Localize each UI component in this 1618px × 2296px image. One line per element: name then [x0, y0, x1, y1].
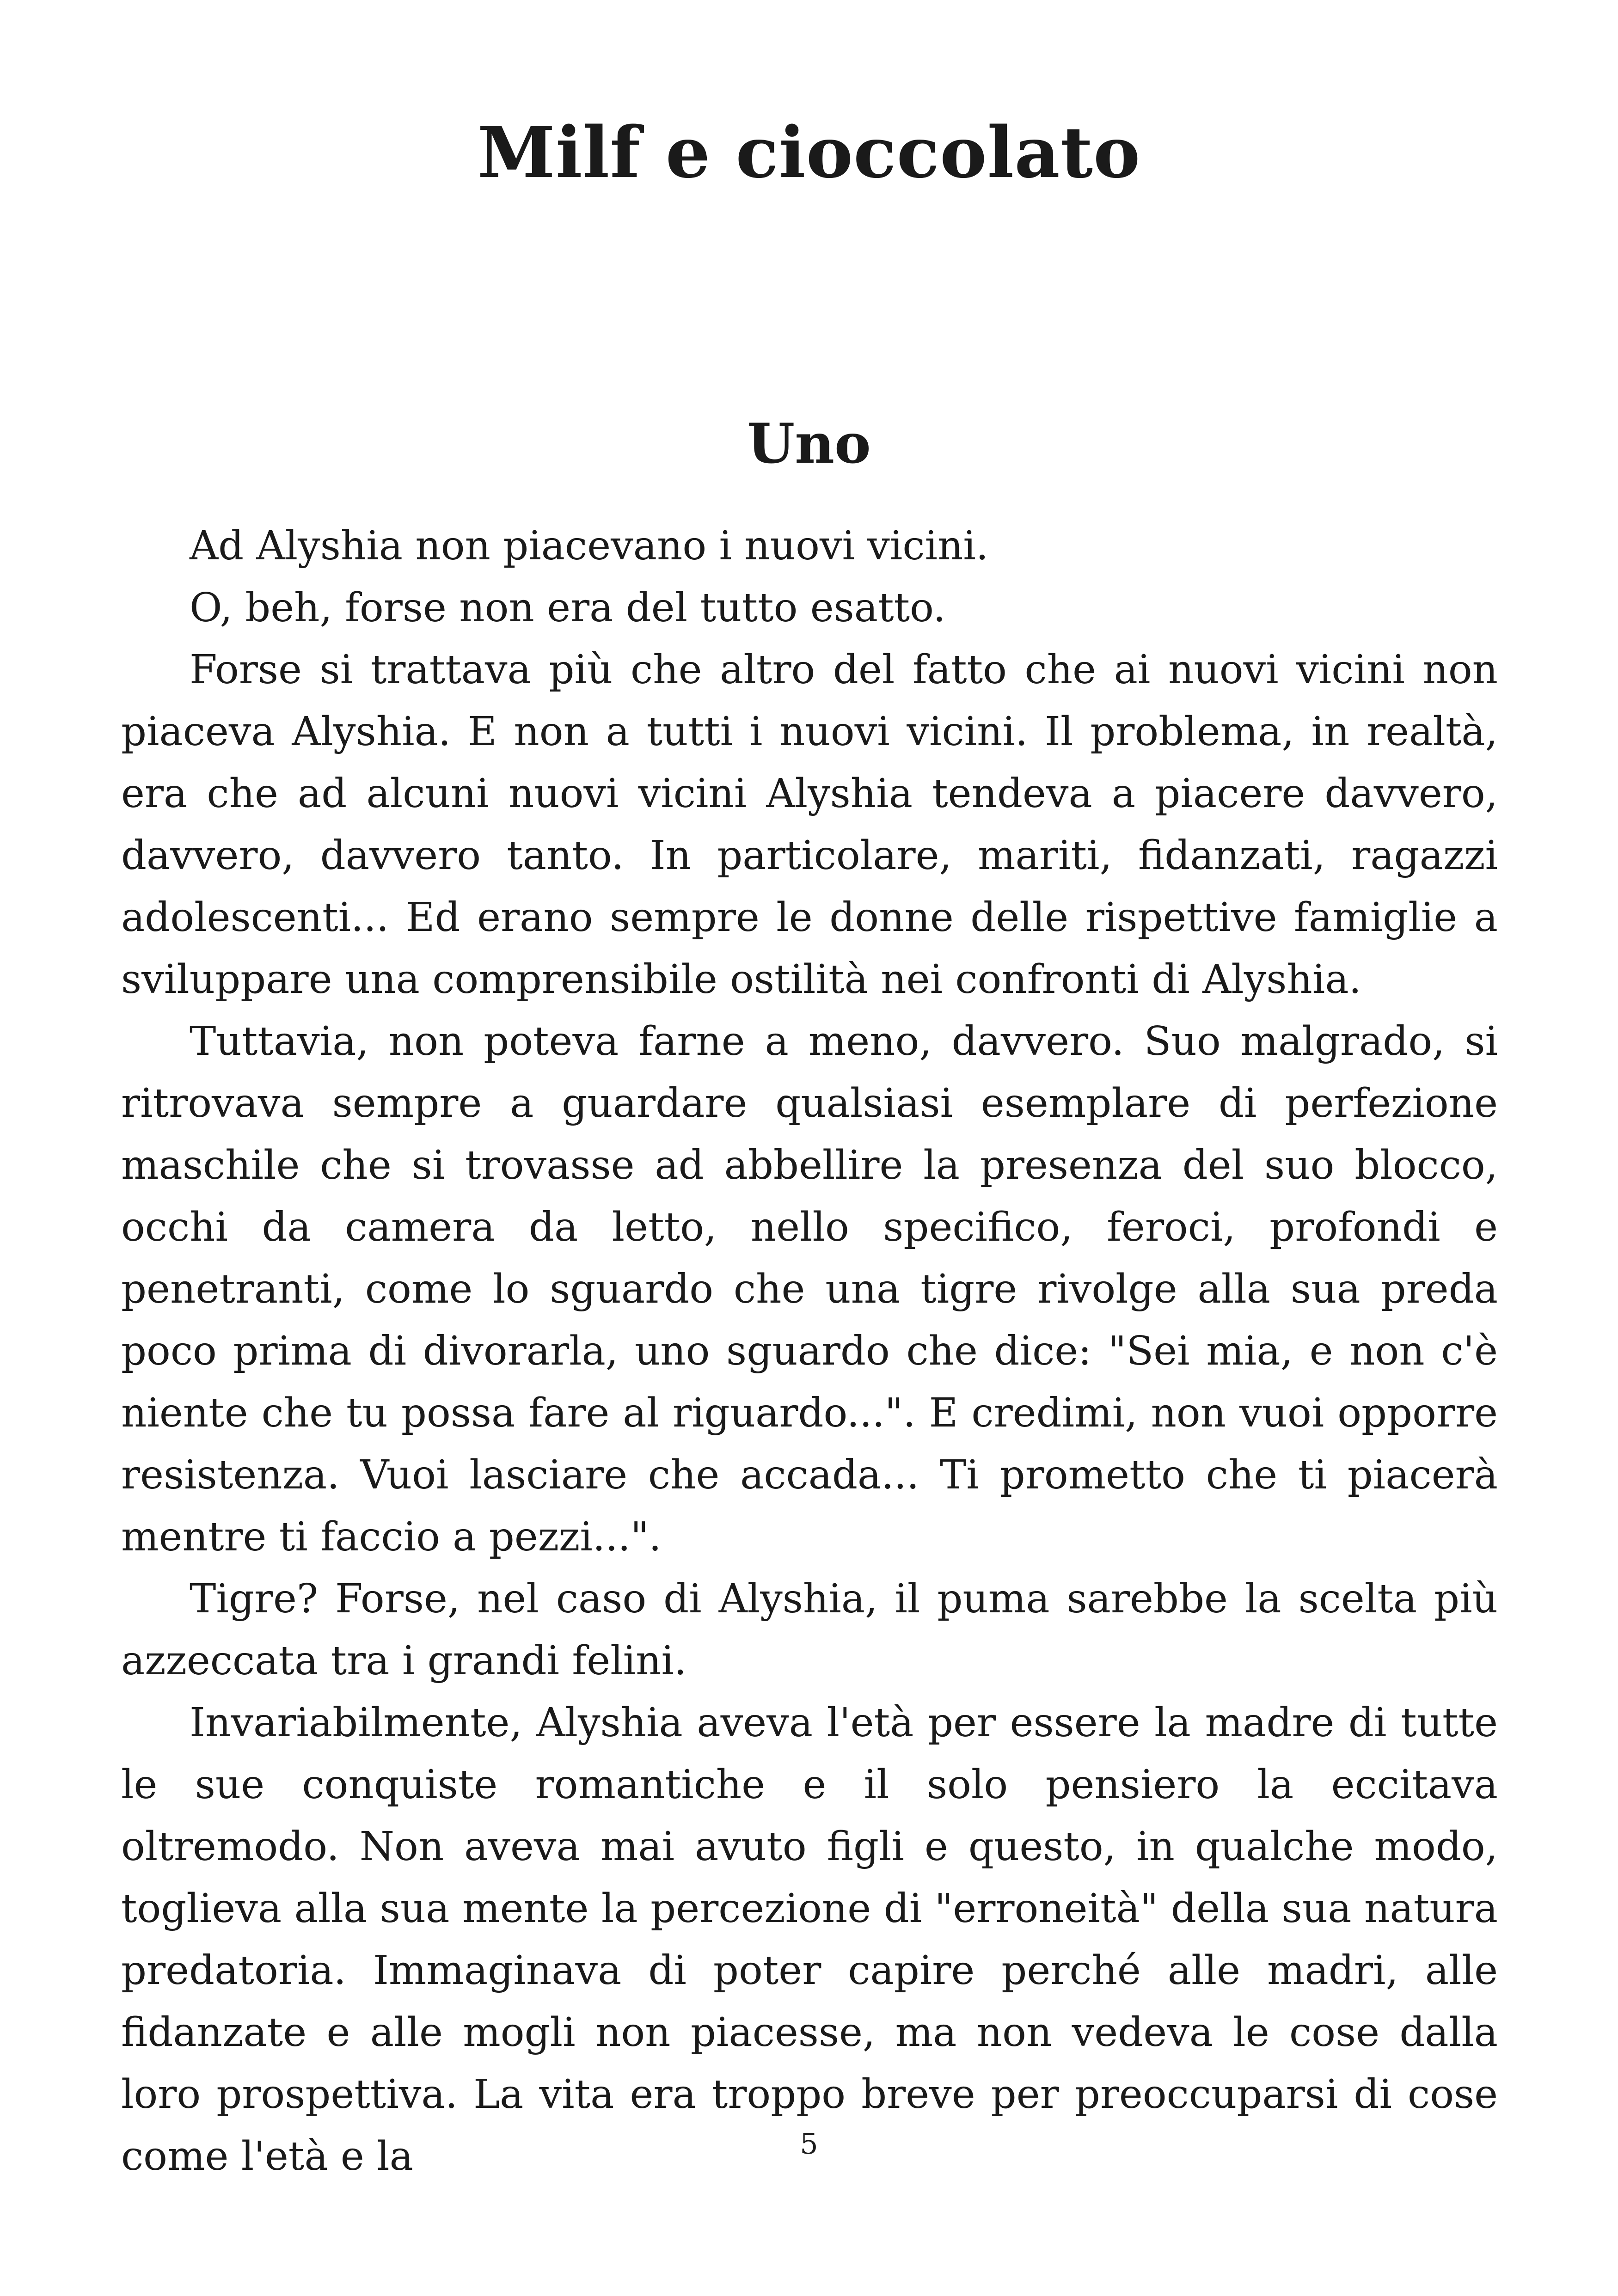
- paragraph: O, beh, forse non era del tutto esatto.: [190, 585, 946, 631]
- chapter-body: [121, 515, 1498, 2187]
- book-title: Milf e cioccolato: [477, 111, 1141, 194]
- paragraph: Forse si trattava più che altro del fatto che ai nuovi vicini non piaceva Alyshia. E non a tutti i nuovi vicini. Il problema, in realtà, era che ad alcuni nuovi vicini Alyshia tendeva a piacere davvero, davvero, davvero tanto. In particolare, mariti, fidanzati, ragazzi adolescenti... Ed erano sempre le donne delle rispettive famiglie a sviluppare una comprensibile ostilità nei confronti di Alyshia.: [121, 647, 1498, 1003]
- paragraph: Tuttavia, non poteva farne a meno, davvero. Suo malgrado, si ritrovava sempre a guardare qualsiasi esemplare di perfezione maschile che si trovasse ad abbellire la presenza del suo blocco, occhi da camera da letto, nello specifico, feroci, profondi e penetranti, come lo sguardo che una tigre rivolge alla sua preda poco prima di divorarla, uno sguardo che dice: "Sei mia, e non c'è niente che tu possa fare al riguardo...". E credimi, non vuoi opporre resistenza. Vuoi lasciare che accada... Ti prometto che ti piacerà mentre ti faccio a pezzi...".: [121, 1018, 1498, 1560]
- page-number: 5: [800, 2127, 818, 2161]
- paragraph: Invariabilmente, Alyshia aveva l'età per essere la madre di tutte le sue conquiste romantiche e il solo pensiero la eccitava oltremodo. Non aveva mai avuto figli e questo, in qualche modo, toglieva alla sua mente la percezione di "erroneità" della sua natura predatoria. Immaginava di poter capire perché alle madri, alle fidanzate e alle mogli non piacesse, ma non vedeva le cose dalla loro prospettiva. La vita era troppo breve per preoccuparsi di cose come l'età e la: [121, 1700, 1498, 2180]
- paragraph: Ad Alyshia non piacevano i nuovi vicini.: [190, 523, 989, 569]
- chapter-title: Uno: [747, 411, 871, 476]
- paragraph: Tigre? Forse, nel caso di Alyshia, il puma sarebbe la scelta più azzeccata tra i grandi felini.: [121, 1576, 1498, 1684]
